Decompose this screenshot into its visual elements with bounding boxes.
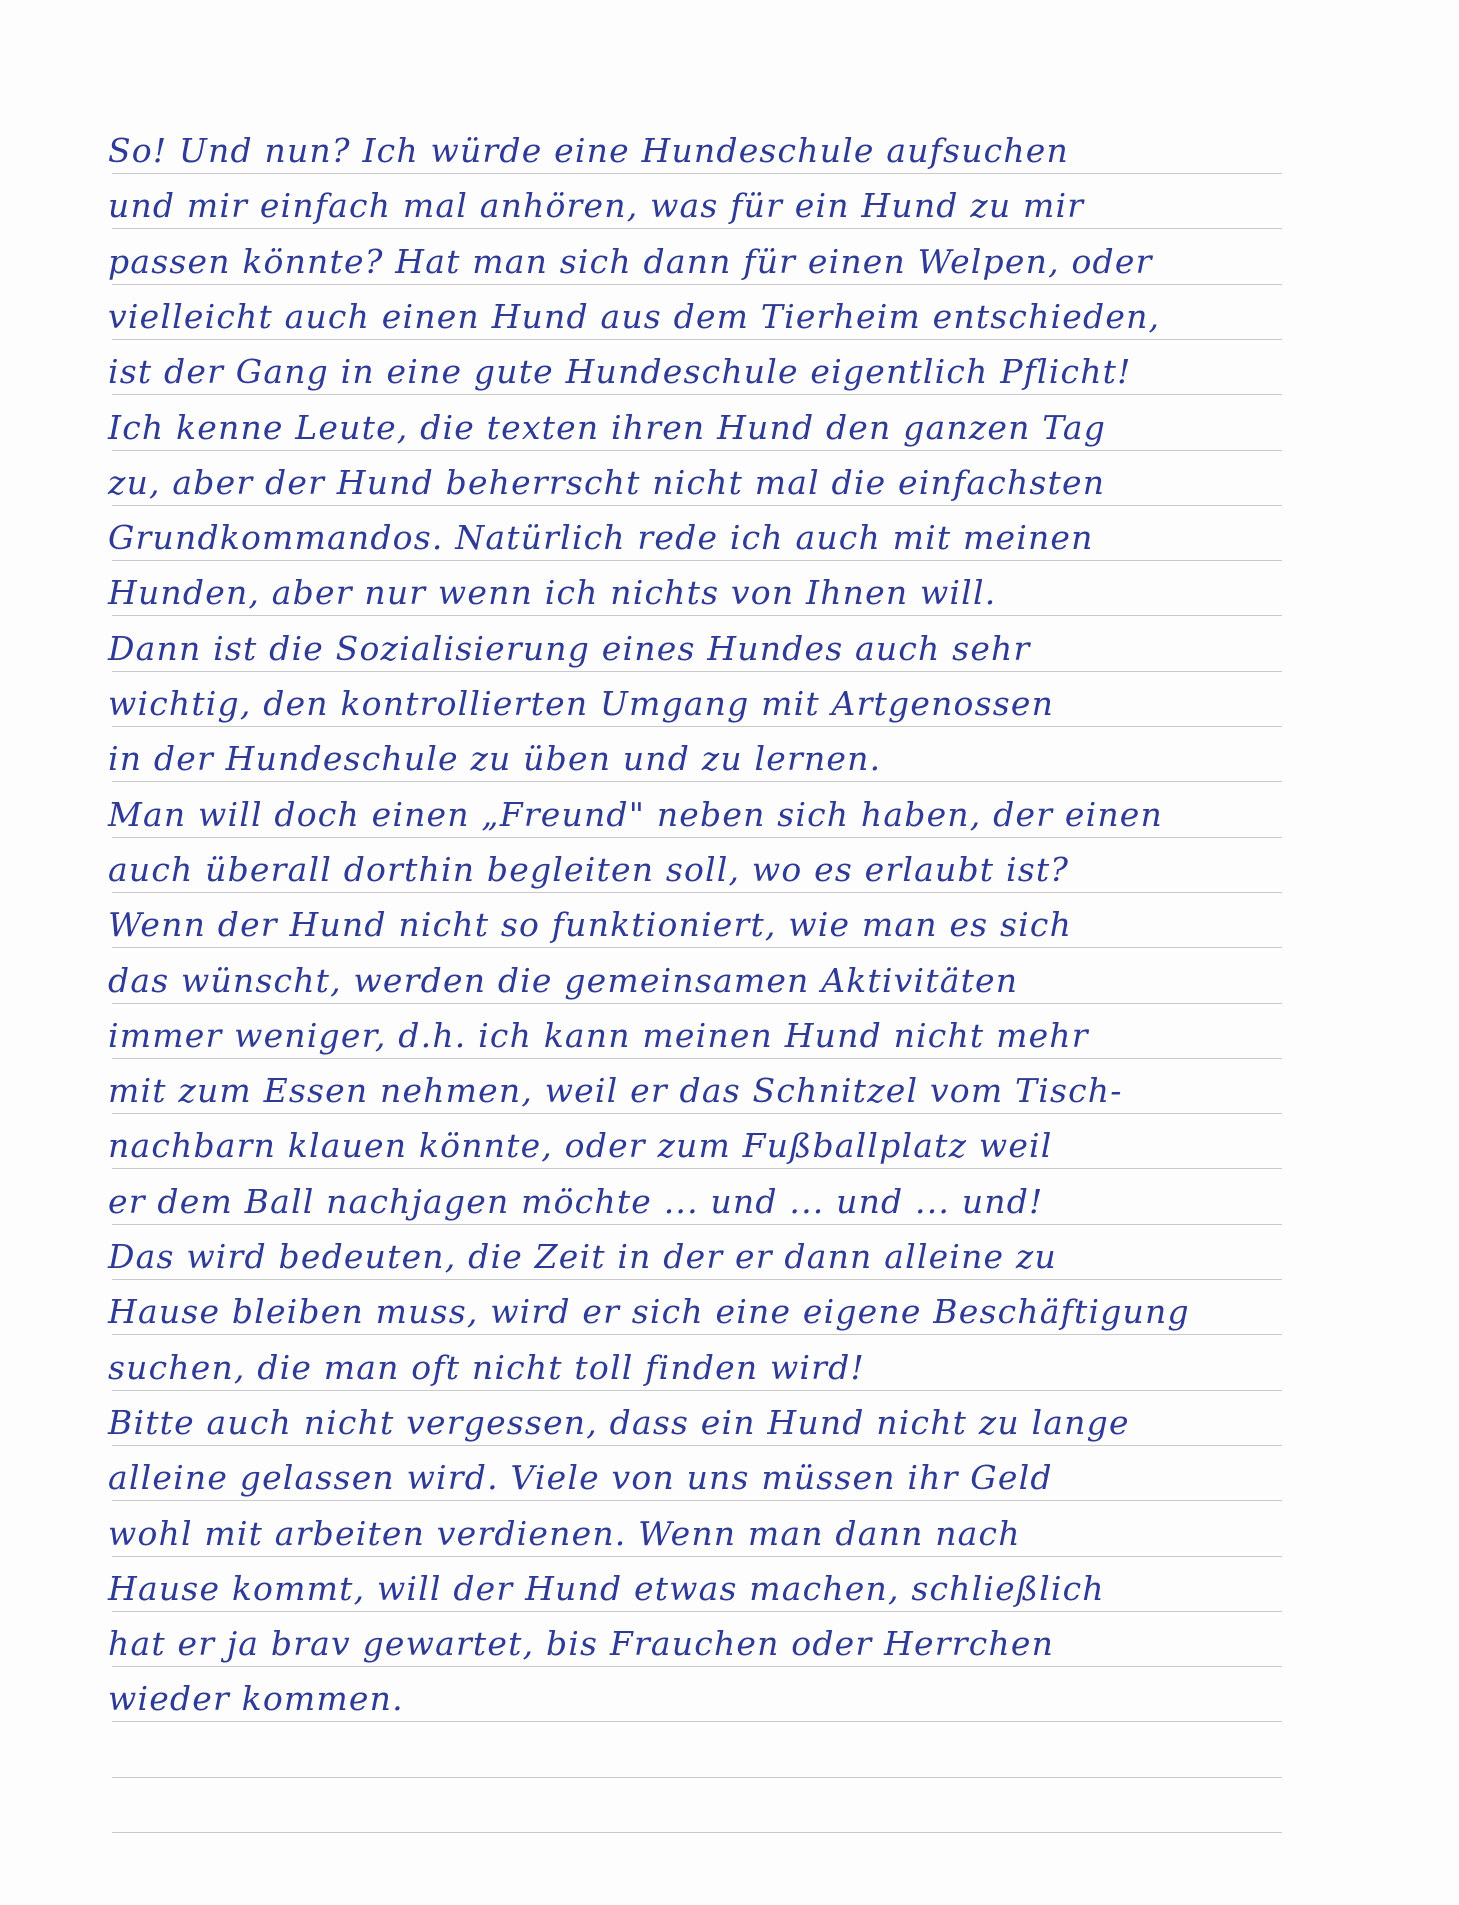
ruled-line: [112, 1279, 1282, 1280]
handwritten-line: Das wird bedeuten, die Zeit in der er dann alleine zu: [108, 1237, 1057, 1276]
handwritten-line: Ich kenne Leute, die texten ihren Hund den ganzen Tag: [108, 407, 1107, 447]
ruled-line: [112, 284, 1282, 285]
handwritten-line: vielleicht auch einen Hund aus dem Tierheim entschieden,: [108, 296, 1161, 336]
ruled-line: [112, 1445, 1282, 1446]
ruled-line: [112, 781, 1282, 782]
handwritten-line: Hunden, aber nur wenn ich nichts von Ihnen will.: [108, 573, 997, 613]
ruled-line: [112, 560, 1282, 561]
ruled-line: [112, 1224, 1282, 1225]
ruled-line: [112, 173, 1282, 174]
handwritten-line: passen könnte? Hat man sich dann für einen Welpen, oder: [108, 241, 1153, 281]
ruled-line: [112, 1832, 1282, 1833]
handwritten-line: immer weniger, d.h. ich kann meinen Hund nicht mehr: [108, 1015, 1089, 1055]
handwritten-line: wieder kommen.: [108, 1679, 404, 1719]
ruled-line: [112, 892, 1282, 893]
ruled-line: [112, 1721, 1282, 1722]
ruled-line: [112, 671, 1282, 672]
ruled-line: [112, 505, 1282, 506]
handwritten-line: und mir einfach mal anhören, was für ein Hund zu mir: [108, 186, 1085, 226]
ruled-line: [112, 1113, 1282, 1114]
handwritten-line: Bitte auch nicht vergessen, dass ein Hund nicht zu lange: [108, 1402, 1130, 1442]
handwritten-line: mit zum Essen nehmen, weil er das Schnitzel vom Tisch-: [108, 1071, 1123, 1111]
ruled-line: [112, 1390, 1282, 1391]
handwritten-line: ist der Gang in eine gute Hundeschule eigentlich Pflicht!: [108, 352, 1132, 392]
ruled-line: [112, 837, 1282, 838]
ruled-line: [112, 726, 1282, 727]
ruled-line: [112, 615, 1282, 616]
handwritten-line: auch überall dorthin begleiten soll, wo es erlaubt ist?: [108, 849, 1070, 889]
ruled-line: [112, 1611, 1282, 1612]
handwritten-line: Man will doch einen „Freund" neben sich haben, der einen: [108, 794, 1163, 834]
handwritten-line: zu, aber der Hund beherrscht nicht mal die einfachsten: [108, 462, 1106, 502]
handwritten-line: wichtig, den kontrollierten Umgang mit Artgenossen: [108, 684, 1055, 723]
handwritten-line: suchen, die man oft nicht toll finden wird!: [108, 1347, 865, 1387]
ruled-line: [112, 1500, 1282, 1501]
handwritten-line: alleine gelassen wird. Viele von uns müssen ihr Geld: [108, 1458, 1053, 1498]
ruled-line: [112, 1003, 1282, 1004]
ruled-line: [112, 1666, 1282, 1667]
handwritten-line: das wünscht, werden die gemeinsamen Aktivitäten: [108, 960, 1019, 1000]
handwritten-line: er dem Ball nachjagen möchte ... und ... und ... und!: [108, 1181, 1044, 1221]
ruled-lines: [112, 0, 1282, 1905]
handwritten-line: in der Hundeschule zu üben und zu lernen.: [108, 739, 882, 779]
handwritten-line: nachbarn klauen könnte, oder zum Fußballplatz weil: [108, 1126, 1053, 1166]
ruled-line: [112, 1556, 1282, 1557]
handwritten-line: Hause bleiben muss, wird er sich eine eigene Beschäftigung: [108, 1292, 1190, 1332]
handwritten-line: Dann ist die Sozialisierung eines Hundes auch sehr: [108, 628, 1031, 668]
ruled-line: [112, 1777, 1282, 1778]
handwritten-line: Grundkommandos. Natürlich rede ich auch mit meinen: [108, 518, 1094, 558]
ruled-line: [112, 1058, 1282, 1059]
handwritten-line: wohl mit arbeiten verdienen. Wenn man dann nach: [108, 1513, 1021, 1553]
ruled-line: [112, 394, 1282, 395]
ruled-line: [112, 1334, 1282, 1335]
handwritten-line: hat er ja brav gewartet, bis Frauchen oder Herrchen: [108, 1624, 1055, 1664]
ruled-line: [112, 228, 1282, 229]
handwritten-line: So! Und nun? Ich würde eine Hundeschule aufsuchen: [108, 131, 1069, 170]
ruled-line: [112, 339, 1282, 340]
handwritten-line: Wenn der Hund nicht so funktioniert, wie man es sich: [108, 905, 1073, 945]
ruled-line: [112, 450, 1282, 451]
handwritten-line: Hause kommt, will der Hund etwas machen, schließlich: [108, 1568, 1105, 1608]
ruled-line: [112, 947, 1282, 948]
ruled-line: [112, 1168, 1282, 1169]
